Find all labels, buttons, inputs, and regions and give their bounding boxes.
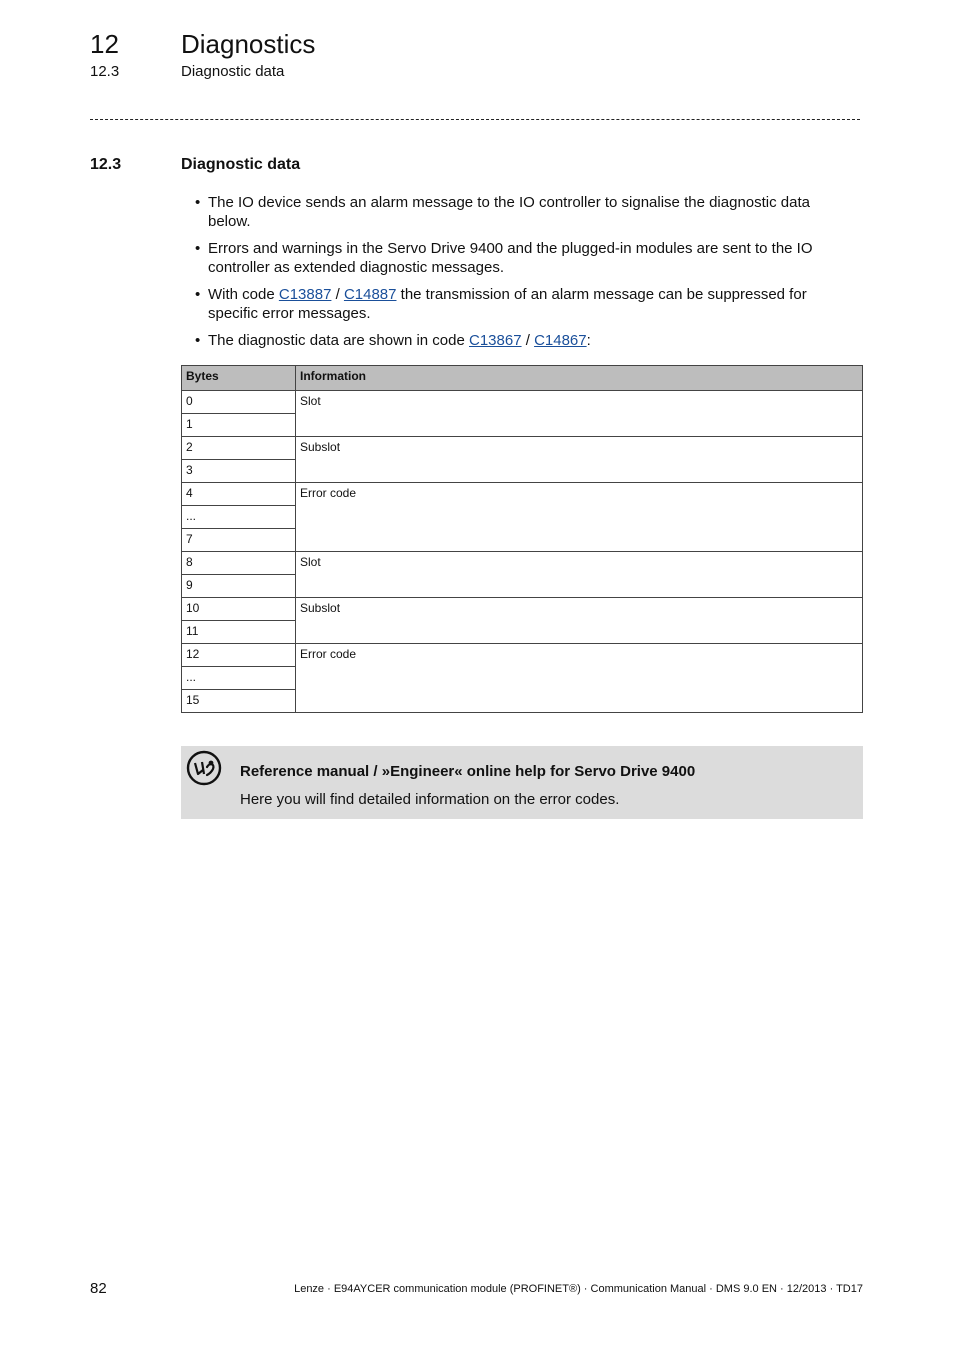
- table-header-row: [182, 366, 863, 391]
- bytes-cell: 4: [182, 483, 296, 506]
- table-row: [182, 391, 863, 414]
- bytes-cell: 1: [182, 414, 296, 437]
- table-row: [182, 552, 863, 575]
- bullet-item: [195, 331, 845, 350]
- section-title: Diagnostic data: [181, 156, 301, 173]
- chapter-title: Diagnostics: [181, 29, 316, 59]
- bullet-dot: •: [195, 240, 201, 257]
- header-divider: [90, 119, 860, 120]
- bullet-item: [195, 239, 845, 277]
- code-link-c14887[interactable]: C14887: [343, 286, 397, 303]
- information-cell: Slot: [296, 391, 863, 437]
- information-cell: Subslot: [296, 598, 863, 644]
- information-cell: Error code: [296, 644, 863, 713]
- bullet-dot: •: [195, 332, 201, 349]
- bytes-cell: ...: [182, 506, 296, 529]
- note-text: Here you will find detailed information on the error codes.: [240, 791, 620, 808]
- table-row: [182, 483, 863, 506]
- footer-text: Lenze · E94AYCER communication module (PROFINET®) · Communication Manual · DMS 9.0 EN · 12/2013 · TD17: [294, 1283, 863, 1295]
- bullet-item: [195, 285, 845, 323]
- reference-note: [181, 746, 863, 819]
- bullet-prefix: The diagnostic data are shown in code: [208, 332, 469, 349]
- bytes-cell: 11: [182, 621, 296, 644]
- subsection-number: 12.3: [90, 63, 120, 80]
- column-header-information: Information: [296, 366, 863, 391]
- bullet-text: Errors and warnings in the Servo Drive 9400 and the plugged-in modules are sent to the IO controller as extended diagnostic messages.: [208, 240, 813, 276]
- link-separator: /: [331, 286, 344, 303]
- code-link-c14867[interactable]: C14867: [534, 332, 587, 349]
- note-title: Reference manual / »Engineer« online help for Servo Drive 9400: [240, 763, 696, 780]
- information-cell: Subslot: [296, 437, 863, 483]
- bytes-cell: 8: [182, 552, 296, 575]
- bullet-suffix: the transmission of an alarm message can be suppressed for specific error messages.: [208, 286, 807, 322]
- table-row: [182, 598, 863, 621]
- bullet-dot: •: [195, 286, 201, 303]
- bytes-cell: 2: [182, 437, 296, 460]
- code-link-c13867[interactable]: C13867: [469, 332, 522, 349]
- chapter-number: 12: [90, 29, 119, 59]
- bytes-cell: 12: [182, 644, 296, 667]
- bytes-cell: 9: [182, 575, 296, 598]
- information-cell: Slot: [296, 552, 863, 598]
- bullet-prefix: With code: [208, 286, 279, 303]
- bytes-cell: 10: [182, 598, 296, 621]
- bullet-item: [195, 193, 845, 231]
- subsection-title: Diagnostic data: [181, 63, 285, 80]
- bytes-cell: 7: [182, 529, 296, 552]
- column-header-bytes: Bytes: [182, 366, 296, 391]
- bytes-cell: 15: [182, 690, 296, 713]
- reference-manual-icon: [186, 750, 222, 786]
- bytes-cell: ...: [182, 667, 296, 690]
- bullet-list: [195, 193, 845, 358]
- page-number: 82: [90, 1280, 107, 1297]
- bullet-suffix: :: [586, 332, 591, 349]
- bytes-cell: 3: [182, 460, 296, 483]
- table-row: [182, 437, 863, 460]
- diagnostic-data-table: [181, 365, 863, 713]
- section-number: 12.3: [90, 156, 122, 173]
- information-cell: Error code: [296, 483, 863, 552]
- bullet-text: The IO device sends an alarm message to the IO controller to signalise the diagnostic data below.: [208, 194, 810, 230]
- link-separator: /: [521, 332, 535, 349]
- bytes-cell: 0: [182, 391, 296, 414]
- bullet-dot: •: [195, 194, 201, 211]
- code-link-c13887[interactable]: C13887: [278, 286, 332, 303]
- table-row: [182, 644, 863, 667]
